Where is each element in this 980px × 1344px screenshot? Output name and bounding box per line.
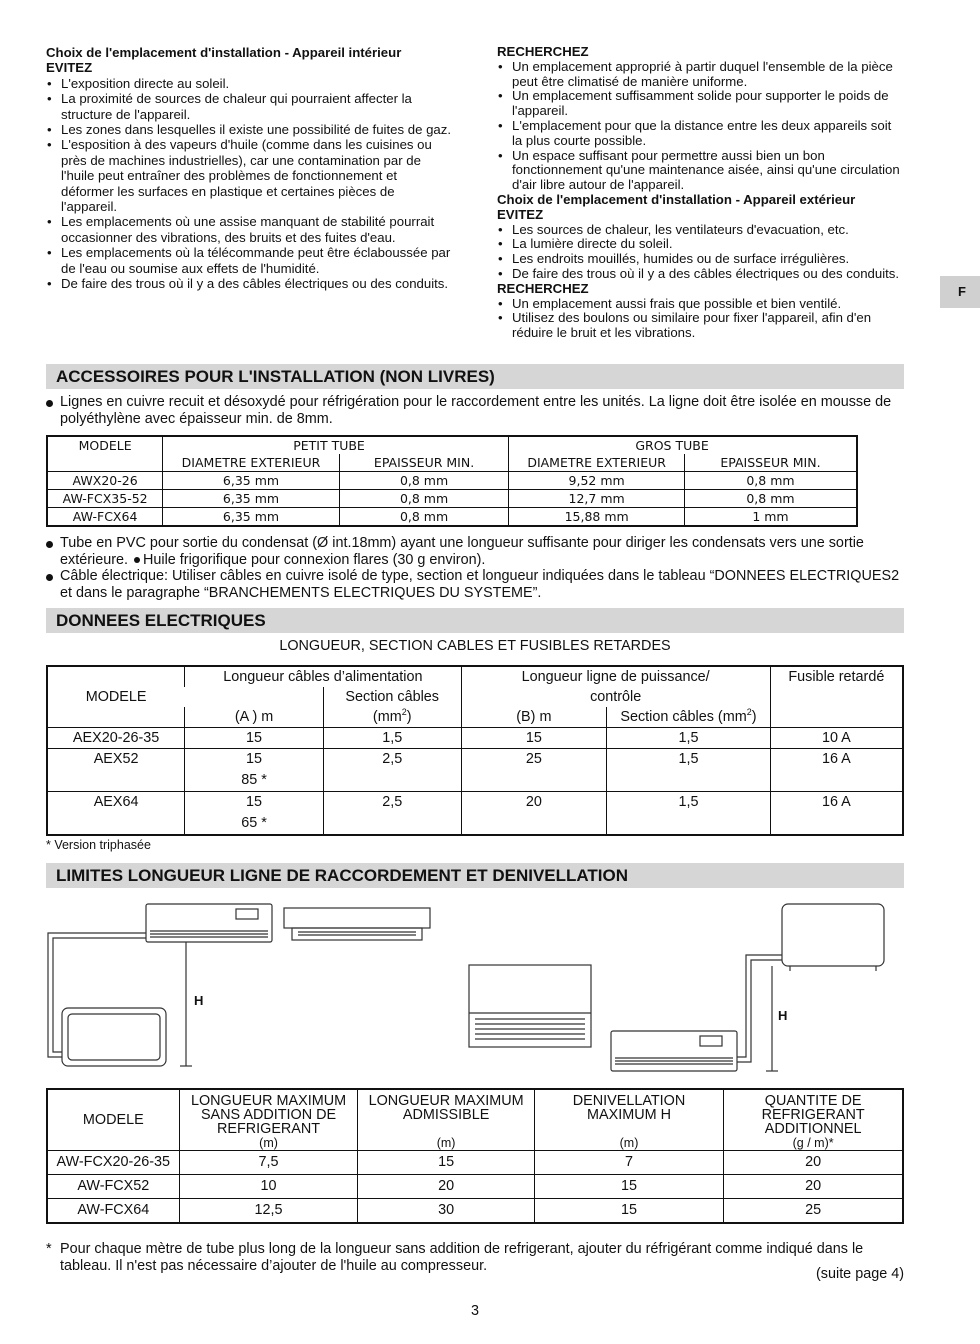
electrical-section-title: DONNEES ELECTRIQUES	[46, 608, 904, 633]
table-cell	[185, 749, 324, 792]
unit-text: )	[751, 709, 757, 725]
power-line-length-header: Longueur ligne de puissance/	[461, 666, 770, 687]
table-cell: 20	[461, 792, 607, 836]
header-unit: (m)	[436, 1136, 456, 1150]
evitez-label: EVITEZ	[46, 60, 93, 76]
table-cell: 0,8 mm	[339, 508, 509, 527]
header-text: QUANTITE DE REFRIGERANT ADDITIONNEL	[761, 1093, 865, 1137]
table-cell: AEX52	[47, 749, 185, 792]
table-row	[47, 1151, 903, 1175]
electrical-model-header: MODELE	[85, 689, 147, 705]
table-cell: 12,5	[179, 1199, 358, 1224]
pipe-table-model-header: MODELE	[47, 436, 163, 472]
table-row	[47, 472, 857, 490]
table-cell: 16 A	[770, 749, 903, 792]
cell-line: 65 *	[241, 815, 267, 831]
table-cell: 1,5	[323, 728, 461, 749]
list-item: • De faire des trous où il y a des câbles électriques ou des conduits.	[46, 276, 452, 291]
table-cell: 1,5	[607, 749, 771, 792]
petit-tube-header: PETIT TUBE	[163, 436, 509, 454]
unit-text: Section câbles (mm	[620, 709, 747, 725]
table-cell: AW-FCX52	[47, 1175, 179, 1199]
list-item: • L'esposition à des vapeurs d'huile (comme dans les cuisines ou près de machines industrielles), car une contamination par de l'huile peut entraîner des problèmes de fonctionnement et déformer les surfaces en plastique et certaines pièces de l'appareil.	[46, 137, 452, 214]
table-cell: 25	[724, 1199, 903, 1224]
table-cell: AW-FCX64	[47, 508, 163, 527]
table-cell: 7	[534, 1151, 724, 1175]
header-text: DENIVELLATION MAXIMUM H	[572, 1093, 686, 1123]
three-phase-note: * Version triphasée	[46, 838, 151, 852]
list-item: • Les sources de chaleur, les ventilateurs d'evacuation, etc.	[497, 223, 904, 238]
table-cell: 6,35 mm	[163, 490, 340, 508]
list-item: • Un emplacement suffisamment solide pour supporter le poids de l'appareil.	[497, 89, 904, 119]
list-item: • Les emplacements où une assise manquant de stabilité pourrait occasionner des vibrations, des bruits et des fuites d'eau.	[46, 214, 452, 245]
unit-text: )	[406, 709, 412, 725]
accessoires-bullet-2	[46, 535, 904, 601]
table-cell: 1,5	[607, 728, 771, 749]
max-length-admissible-header	[358, 1089, 534, 1151]
table-row	[47, 792, 903, 836]
table-cell: 0,8 mm	[339, 472, 509, 490]
unit-sup: 2	[401, 707, 407, 718]
height-dimension-line-right-icon	[766, 966, 778, 1071]
line-length-limits-table	[46, 1088, 904, 1224]
table-cell	[185, 792, 324, 836]
table-cell: 15,88 mm	[509, 508, 685, 527]
table-row	[47, 490, 857, 508]
table-row	[47, 508, 857, 527]
header-text: LONGUEUR MAXIMUM ADMISSIBLE	[368, 1093, 524, 1123]
table-row	[47, 728, 903, 749]
unit-text: (mm	[372, 709, 402, 725]
header-unit: (m)	[259, 1136, 278, 1150]
outdoor-unit-icon	[62, 1008, 166, 1066]
table-cell: 6,35 mm	[163, 472, 340, 490]
language-tab-f	[940, 276, 980, 308]
indoor-location-column	[46, 45, 452, 292]
cell-line: 85 *	[241, 772, 267, 788]
table-cell: 9,52 mm	[509, 472, 685, 490]
table-cell: 6,35 mm	[163, 508, 340, 527]
header-unit: (m)	[619, 1136, 639, 1150]
length-b-header: (B) m	[461, 707, 607, 728]
indoor-avoid-list	[46, 76, 452, 292]
location-right-column	[497, 45, 904, 341]
table-cell: 2,5	[323, 792, 461, 836]
table-cell: 12,7 mm	[509, 490, 685, 508]
pipe-size-table	[46, 435, 858, 527]
additional-refrigerant-header	[724, 1089, 903, 1151]
table-cell: 0,8 mm	[684, 472, 857, 490]
limits-section-title: LIMITES LONGUEUR LIGNE DE RACCORDEMENT ET DENIVELLATION	[46, 863, 904, 888]
bullet-dot-icon	[46, 400, 53, 407]
diameter-header: DIAMETRE EXTERIEUR	[163, 454, 340, 472]
power-line-control-header: contrôle	[461, 687, 770, 707]
table-row	[47, 749, 903, 792]
outdoor-location-heading: Choix de l'emplacement d'installation - Appareil extérieur	[497, 191, 856, 207]
thickness-header: EPAISSEUR MIN.	[339, 454, 509, 472]
cable-text: Câble électrique: Utiliser câbles en cuivre isolé de type, section et longueur indiquées dans le tableau “DONNEES ELECTRIQUES2 et dans le paragraphe “BRANCHEMENTS ELECTRIQUES DU SYSTEME”.	[60, 568, 900, 601]
list-item: • La lumière directe du soleil.	[497, 237, 904, 252]
section-cable-header: Section câbles	[323, 687, 461, 707]
table-cell: 15	[358, 1151, 534, 1175]
table-cell: 25	[461, 749, 607, 792]
table-cell: 16 A	[770, 792, 903, 836]
electrical-data-table	[46, 665, 904, 836]
thickness-header: EPAISSEUR MIN.	[684, 454, 857, 472]
header-unit: (g / m)*	[792, 1136, 834, 1150]
cassette-indoor-unit-icon	[284, 908, 430, 940]
bullet-dot-icon	[46, 574, 53, 581]
table-row	[47, 1199, 903, 1224]
table-cell: 20	[724, 1175, 903, 1199]
floor-indoor-unit-icon	[469, 965, 591, 1047]
page-number: 3	[470, 1303, 479, 1319]
list-item: • Les emplacements où la télécommande peut être éclaboussée par de l'eau ou soumise aux effets de l'humidité.	[46, 245, 452, 276]
wall-indoor-unit-icon	[146, 904, 272, 942]
cell-line: 15	[246, 794, 263, 810]
header-text: LONGUEUR MAXIMUM SANS ADDITION DE REFRIGERANT	[190, 1093, 347, 1137]
max-height-difference-header	[534, 1089, 724, 1151]
bullet-dot-icon	[46, 541, 53, 548]
oil-text: Huile frigorifique pour connexion flares (30 g environ).	[143, 551, 486, 568]
table-cell: 1,5	[607, 792, 771, 836]
list-item: • Les zones dans lesquelles il existe une possibilité de fuites de gaz.	[46, 122, 452, 137]
outdoor-avoid-list	[497, 223, 904, 282]
table-cell: AW-FCX20-26-35	[47, 1151, 179, 1175]
section-mm2-header	[323, 707, 461, 728]
pvc-tube-text: Tube en PVC pour sortie du condensat (Ø int.18mm) ayant une longueur suffisante pour diriger les condensats vers une sortie extérieure.	[60, 535, 864, 568]
unit-sup: 2	[746, 707, 752, 718]
table-cell: 15	[461, 728, 607, 749]
accessoires-bullet-1	[46, 394, 904, 427]
continued-note: (suite page 4)	[816, 1266, 904, 1282]
footnote-star: *	[46, 1241, 52, 1257]
supply-cable-length-header: Longueur câbles d’alimentation	[185, 666, 461, 687]
table-cell: 0,8 mm	[684, 490, 857, 508]
height-label: H	[194, 993, 204, 1008]
cell-line: 15	[246, 751, 263, 767]
refrigerant-footnote	[46, 1241, 904, 1275]
limits-model-header: MODELE	[82, 1112, 144, 1128]
list-item: • Un emplacement aussi frais que possible et bien ventilé.	[497, 297, 904, 312]
outdoor-unit-high-icon	[782, 904, 884, 971]
table-cell: 10	[179, 1175, 358, 1199]
table-cell: 15	[534, 1175, 724, 1199]
table-cell: AEX64	[47, 792, 185, 836]
length-a-header: (A ) m	[185, 707, 324, 728]
table-cell: 20	[358, 1175, 534, 1199]
evitez-label: EVITEZ	[497, 206, 544, 222]
outdoor-seek-list	[497, 297, 904, 341]
table-cell: 1 mm	[684, 508, 857, 527]
indoor-seek-list	[497, 60, 904, 193]
electrical-subtitle: LONGUEUR, SECTION CABLES ET FUSIBLES RETARDES	[279, 638, 671, 654]
bullet-dot-icon	[134, 557, 140, 563]
height-dimension-line-icon	[180, 942, 192, 1066]
indoor-location-heading: Choix de l'emplacement d'installation - Appareil intérieur	[46, 45, 402, 60]
language-tab-label: F	[958, 284, 966, 299]
gros-tube-header: GROS TUBE	[509, 436, 857, 454]
diameter-header: DIAMETRE EXTERIEUR	[509, 454, 685, 472]
height-label-right: H	[778, 1008, 788, 1023]
accessoires-section-title: ACCESSOIRES POUR L'INSTALLATION (NON LIVRES)	[46, 364, 904, 389]
right-pipe-line-icon	[737, 955, 782, 1062]
section-mm2-header-2	[607, 707, 771, 728]
table-cell: AW-FCX35-52	[47, 490, 163, 508]
left-pipe-line-icon	[48, 933, 146, 1057]
table-cell: 2,5	[323, 749, 461, 792]
table-cell: AWX20-26	[47, 472, 163, 490]
list-item: • Un espace suffisant pour permettre aussi bien un bon fonctionnement qu'une maintenance aisée, ainsi qu'une circulation d'air libre autour de l'appareil.	[497, 149, 904, 193]
table-cell: AEX20-26-35	[47, 728, 185, 749]
fuse-header: Fusible retardé	[770, 666, 903, 728]
table-cell: 7,5	[179, 1151, 358, 1175]
list-item: • L'emplacement pour que la distance entre les deux appareils soit la plus courte possible.	[497, 119, 904, 149]
list-item: • Un emplacement approprié à partir duquel l'ensemble de la pièce peut être climatisé de manière uniforme.	[497, 60, 904, 90]
table-cell: 30	[358, 1199, 534, 1224]
recherchez-label: RECHERCHEZ	[497, 280, 589, 296]
table-cell: 10 A	[770, 728, 903, 749]
table-cell: 15	[534, 1199, 724, 1224]
footnote-text: Pour chaque mètre de tube plus long de la longueur sans addition de refrigerant, ajouter du réfrigérant comme indiqué dans le tableau. Il n'est pas nécessaire d’ajouter de l'huile au compresseur.	[60, 1241, 864, 1274]
list-item: • Les endroits mouillés, humides ou de surface irrégulières.	[497, 252, 904, 267]
table-cell: AW-FCX64	[47, 1199, 179, 1224]
accessoires-copper-lines-text: Lignes en cuivre recuit et désoxydé pour réfrigération pour le raccordement entre les unités. La ligne doit être isolée en mousse de polyéthylène avec épaisseur min. de 8mm.	[60, 394, 892, 427]
list-item: • Utilisez des boulons ou similaire pour fixer l'appareil, afin d'en réduire le bruit et les vibrations.	[497, 311, 904, 341]
wall-indoor-unit-low-icon	[611, 1031, 737, 1071]
list-item: • De faire des trous où il y a des câbles électriques ou des conduits.	[497, 267, 904, 282]
recherchez-label: RECHERCHEZ	[497, 44, 589, 59]
table-cell: 20	[724, 1151, 903, 1175]
list-item: • L'exposition directe au soleil.	[46, 76, 452, 91]
installation-diagram	[0, 895, 950, 1080]
list-item: • La proximité de sources de chaleur qui pourraient affecter la structure de l'appareil.	[46, 91, 452, 122]
table-cell: 15	[185, 728, 324, 749]
max-length-no-refrigerant-header	[179, 1089, 358, 1151]
table-row	[47, 1175, 903, 1199]
table-cell: 0,8 mm	[339, 490, 509, 508]
